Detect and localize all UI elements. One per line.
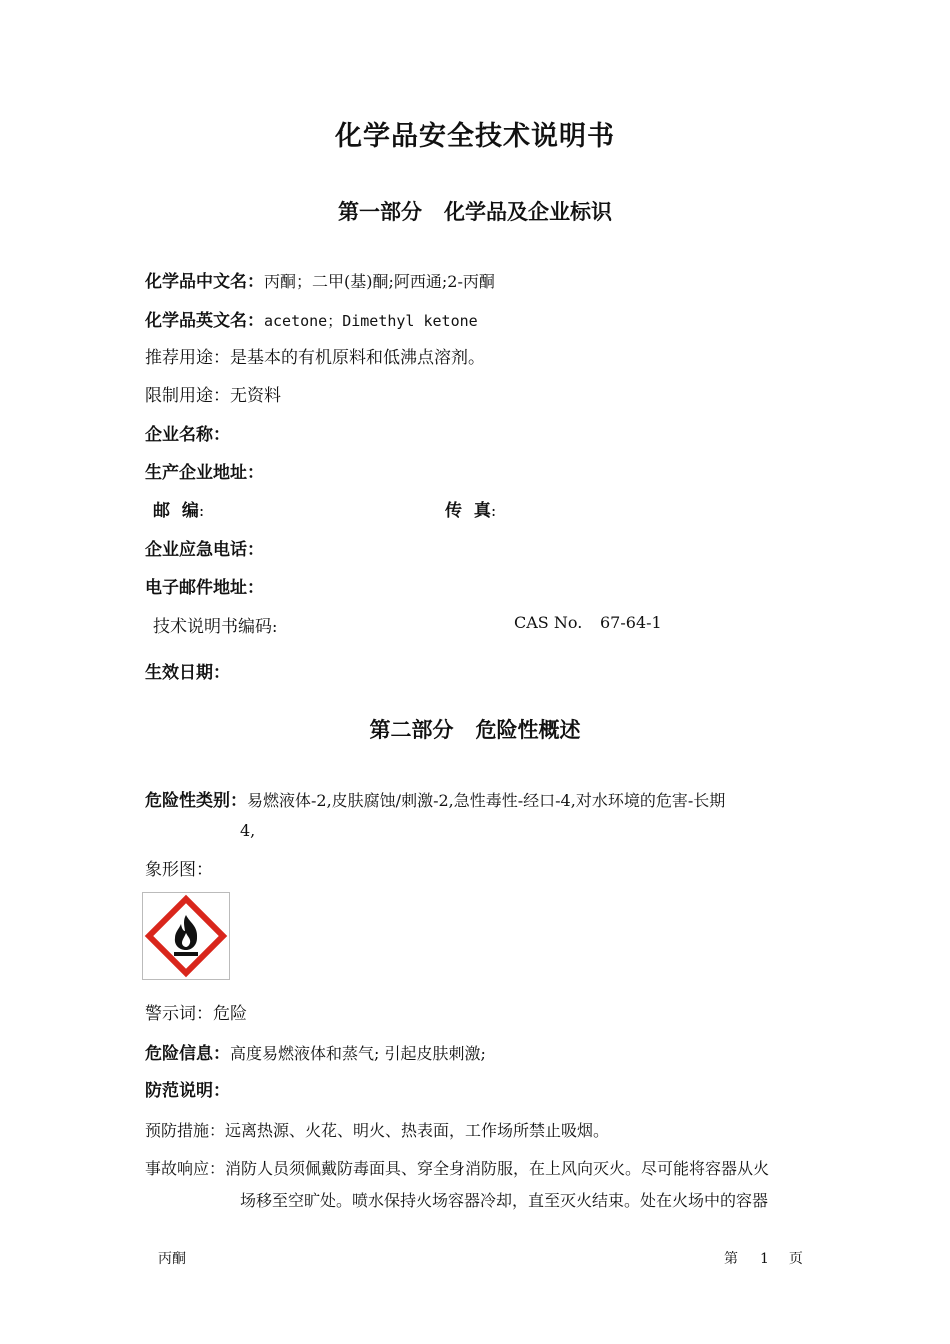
- email-label: 电子邮件地址：: [145, 578, 264, 598]
- en-name-value: acetone；Dimethyl ketone: [264, 312, 478, 330]
- emergency-phone-label: 企业应急电话：: [145, 540, 264, 560]
- use-value: 是基本的有机原料和低沸点溶剂。: [230, 348, 485, 368]
- address-label: 生产企业地址：: [145, 463, 264, 483]
- signal-word-value: 危险: [213, 1004, 247, 1024]
- prevention-row: [145, 1118, 609, 1141]
- part1-heading: [0, 196, 950, 226]
- pictogram-label: 象形图：: [145, 860, 213, 880]
- footer-page-number: 1: [760, 1251, 769, 1267]
- precaution-label: 防范说明：: [145, 1081, 230, 1101]
- cn-name-value: 丙酮；二甲(基)酮;阿西通;2-丙酮: [264, 272, 495, 291]
- restrict-label: 限制用途：: [145, 386, 230, 406]
- signal-word-row: [145, 999, 247, 1024]
- en-name-row: [145, 306, 478, 331]
- company-label: 企业名称：: [145, 425, 230, 445]
- part2-heading-title: 危险性概述: [475, 718, 581, 742]
- prevention-label: 预防措施：: [145, 1121, 226, 1140]
- prevention-value: 远离热源、火花、明火、热表面，工作场所禁止吸烟。: [225, 1121, 610, 1140]
- fax-colon: :: [490, 501, 497, 520]
- part2-heading-number: 第二部分: [369, 718, 454, 742]
- code-label: 技术说明书编码: [153, 617, 272, 637]
- cn-name-row: [145, 267, 495, 292]
- signal-word-label: 警示词：: [145, 1004, 213, 1024]
- fax-label: 传 真: [445, 501, 491, 521]
- cas-value: 67-64-1: [600, 613, 662, 632]
- cas-label: CAS No.: [514, 613, 583, 632]
- document-title: 化学品安全技术说明书: [335, 121, 615, 152]
- response-line1: 消防人员须佩戴防毒面具、穿全身消防服，在上风向灭火。尽可能将容器从火: [225, 1159, 770, 1178]
- postcode-row: [153, 496, 204, 521]
- use-label: 推荐用途：: [145, 348, 230, 368]
- response-row: [145, 1156, 769, 1179]
- restrict-value: 无资料: [230, 386, 281, 406]
- restrict-row: [145, 381, 281, 406]
- hazard-info-label: 危险信息：: [145, 1044, 230, 1064]
- fax-row: [445, 496, 496, 521]
- use-row: [145, 343, 485, 368]
- flame-pictogram-icon: [142, 892, 230, 980]
- response-line2: 场移至空旷处。喷水保持火场容器冷却，直至灭火结束。处在火场中的容器: [240, 1191, 769, 1210]
- cn-name-label: 化学品中文名：: [145, 272, 264, 292]
- code-colon: :: [272, 617, 278, 636]
- footer-page-suffix: 页: [788, 1251, 803, 1267]
- part1-heading-number: 第一部分: [338, 200, 422, 224]
- postcode-colon: :: [198, 501, 205, 520]
- code-row: [153, 612, 277, 637]
- effective-date-label: 生效日期：: [145, 663, 230, 683]
- footer-page: [724, 1248, 803, 1268]
- part1-heading-title: 化学品及企业标识: [444, 200, 612, 224]
- footer-page-prefix: 第: [724, 1251, 738, 1267]
- hazard-class-value-line2: 4,: [240, 821, 256, 840]
- postcode-label: 邮 编: [153, 501, 199, 521]
- footer-name: 丙酮: [158, 1251, 186, 1267]
- flame-icon: [143, 893, 229, 979]
- hazard-class-value-line1: 易燃液体-2,皮肤腐蚀/刺激-2,急性毒性-经口-4,对水环境的危害-长期: [247, 791, 726, 810]
- hazard-class-label: 危险性类别：: [145, 791, 247, 811]
- hazard-info-value: 高度易燃液体和蒸气; 引起皮肤刺激;: [230, 1044, 486, 1063]
- hazard-info-row: [145, 1039, 486, 1064]
- en-name-label: 化学品英文名：: [145, 311, 264, 331]
- part2-heading: [0, 714, 950, 744]
- response-label: 事故响应：: [145, 1159, 226, 1178]
- hazard-class-row: [145, 786, 725, 811]
